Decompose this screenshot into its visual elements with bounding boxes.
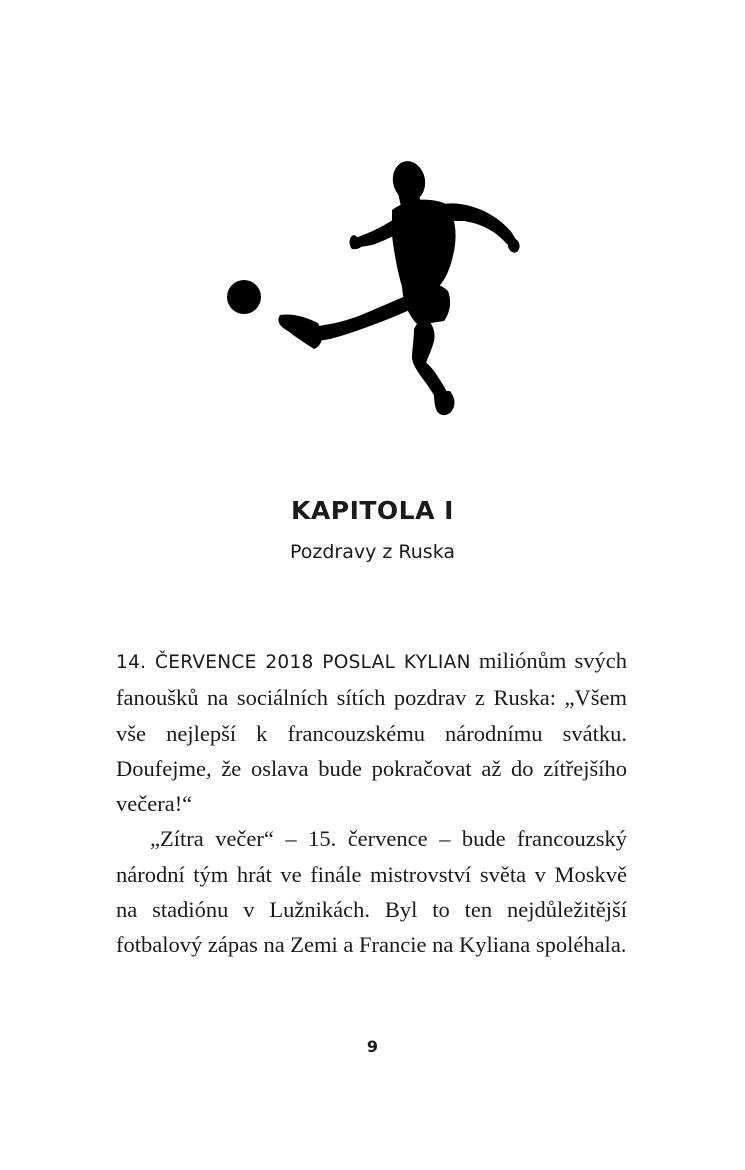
soccer-ball-icon — [227, 280, 261, 314]
paragraph-1 — [116, 643, 627, 821]
chapter-title: KAPITOLA I — [291, 496, 454, 525]
soccer-player-silhouette-icon — [222, 155, 522, 417]
body-text — [116, 643, 627, 963]
chapter-subtitle: Pozdravy z Ruska — [289, 541, 456, 563]
paragraph-1-text: miliónům svých fanoušků na sociálních sítích pozdrav z Ruska: „Všem vše nejlepší k francouzskému národnímu svátku. Doufejme, že oslava bude pokračovat až do zítřejšího večera!“ — [116, 648, 627, 817]
page-number: 9 — [366, 1037, 379, 1056]
paragraph-2: „Zítra večer“ – 15. července – bude francouzský národní tým hrát ve finále mistrovství světa v Moskvě na stadiónu v Lužnikách. Byl to ten nejdůležitější fotbalový zápas na Zemi a Francie na Kyliana spoléhala. — [116, 826, 627, 958]
paragraph-lead-in: 14. ČERVENCE 2018 POSLAL KYLIAN — [116, 652, 471, 673]
